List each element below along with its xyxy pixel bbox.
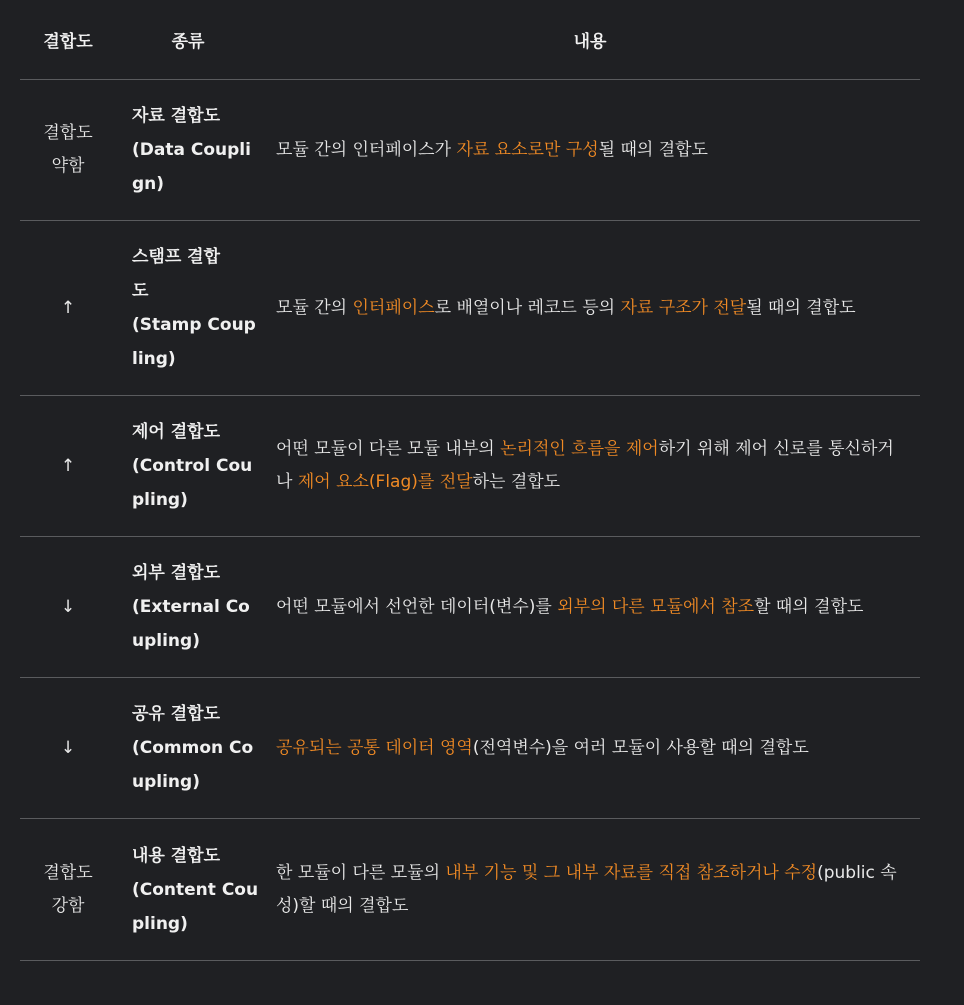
plain-text: 로 배열이나 레코드 등의 [434,297,621,318]
kind-line: (Control Cou [132,456,253,476]
header-content: 내용 [573,32,607,52]
plain-text: 할 때의 결합도 [754,596,864,617]
degree-line: 결합도 [43,862,93,883]
highlight-text: 공유되는 공통 데이터 영역 [276,737,473,758]
degree-line: ↑ [60,455,76,476]
content-text [276,732,809,765]
degree-cell [20,819,116,960]
kind-line: 내용 결합도 [132,845,221,866]
plain-text: 모듈 간의 [276,297,353,318]
content-text [276,591,863,624]
plain-text: 하는 결합도 [472,472,561,492]
degree-text [43,117,92,183]
degree-cell [20,537,116,677]
kind-text [132,697,253,799]
kind-line: ling) [132,349,176,369]
table-header [20,0,920,80]
degree-cell [20,221,116,395]
content-cell [260,537,920,677]
degree-line: 강함 [51,895,85,916]
coupling-table [20,0,920,961]
kind-text [132,99,251,201]
kind-text [132,839,258,941]
kind-line: (Content Cou [132,879,259,900]
kind-line: 자료 결합도 [132,106,221,126]
plain-text: 한 모듈이 다른 모듈의 [276,862,446,883]
highlight-text: 제어 요소(Flag)를 전달 [297,472,473,492]
plain-text: 하기 위해 제어 신로를 통신하거나 [276,439,894,492]
content-cell [260,80,920,220]
degree-cell [20,678,116,818]
plain-text: 어떤 모듈이 다른 모듈 내부의 [276,439,501,459]
table-row [20,80,920,221]
degree-line: 결합도 [43,123,93,143]
kind-line: (Common Co [132,738,254,758]
degree-line: 약함 [51,156,85,176]
table-row [20,396,920,537]
highlight-text: 인터페이스 [352,297,435,318]
highlight-text: 자료 요소로만 구성 [456,139,599,160]
table-row [20,819,920,961]
degree-text [61,591,75,624]
table-row [20,221,920,396]
content-cell [260,678,920,818]
kind-cell [116,678,260,818]
degree-line: ↓ [60,596,76,617]
kind-line: upling) [132,772,200,792]
table-row [20,678,920,819]
kind-line: (Data Coupli [132,140,251,160]
degree-text [43,857,92,923]
degree-cell [20,80,116,220]
kind-line: 도 [132,281,149,301]
kind-cell [116,819,260,960]
content-text [276,433,908,499]
content-text [276,857,908,923]
kind-line: upling) [132,631,200,651]
plain-text: (전역변수)을 여러 모듈이 사용할 때의 결합도 [472,737,809,758]
kind-line: 스탬프 결합 [132,247,221,267]
kind-line: (External Co [132,597,250,617]
plain-text: 될 때의 결합도 [746,297,856,318]
table-row [20,537,920,678]
plain-text: 될 때의 결합도 [598,139,708,160]
kind-line: gn) [132,174,165,194]
kind-cell [116,221,260,395]
highlight-text: 자료 구조가 전달 [620,297,747,318]
plain-text: 어떤 모듈에서 선언한 데이터(변수)를 [276,596,558,617]
content-cell [260,819,920,960]
degree-line: ↑ [60,297,76,318]
degree-line: ↓ [60,737,76,758]
kind-line: 공유 결합도 [132,704,221,724]
content-text [276,292,856,325]
plain-text: 모듈 간의 인터페이스가 [276,139,457,160]
degree-text [61,450,75,483]
kind-cell [116,80,260,220]
content-cell [260,221,920,395]
degree-cell [20,396,116,536]
degree-text [61,732,75,765]
content-text [276,134,708,167]
highlight-text: 논리적인 흐름을 제어 [500,439,659,459]
plain-text: (public 속성)할 때의 결합도 [276,862,897,916]
degree-text [61,292,75,325]
header-degree: 결합도 [43,32,93,52]
content-cell [260,396,920,536]
kind-line: 외부 결합도 [132,563,221,583]
highlight-text: 내부 기능 및 그 내부 자료를 직접 참조하거나 수정 [445,862,818,883]
kind-cell [116,396,260,536]
kind-text [132,556,250,658]
kind-line: pling) [132,913,188,934]
kind-line: 제어 결합도 [132,422,221,442]
kind-text [132,415,252,517]
header-kind: 종류 [171,32,205,52]
kind-line: pling) [132,490,188,510]
kind-line: (Stamp Coup [132,315,256,335]
kind-cell [116,537,260,677]
highlight-text: 외부의 다른 모듈에서 참조 [557,596,755,617]
kind-text [132,240,256,376]
